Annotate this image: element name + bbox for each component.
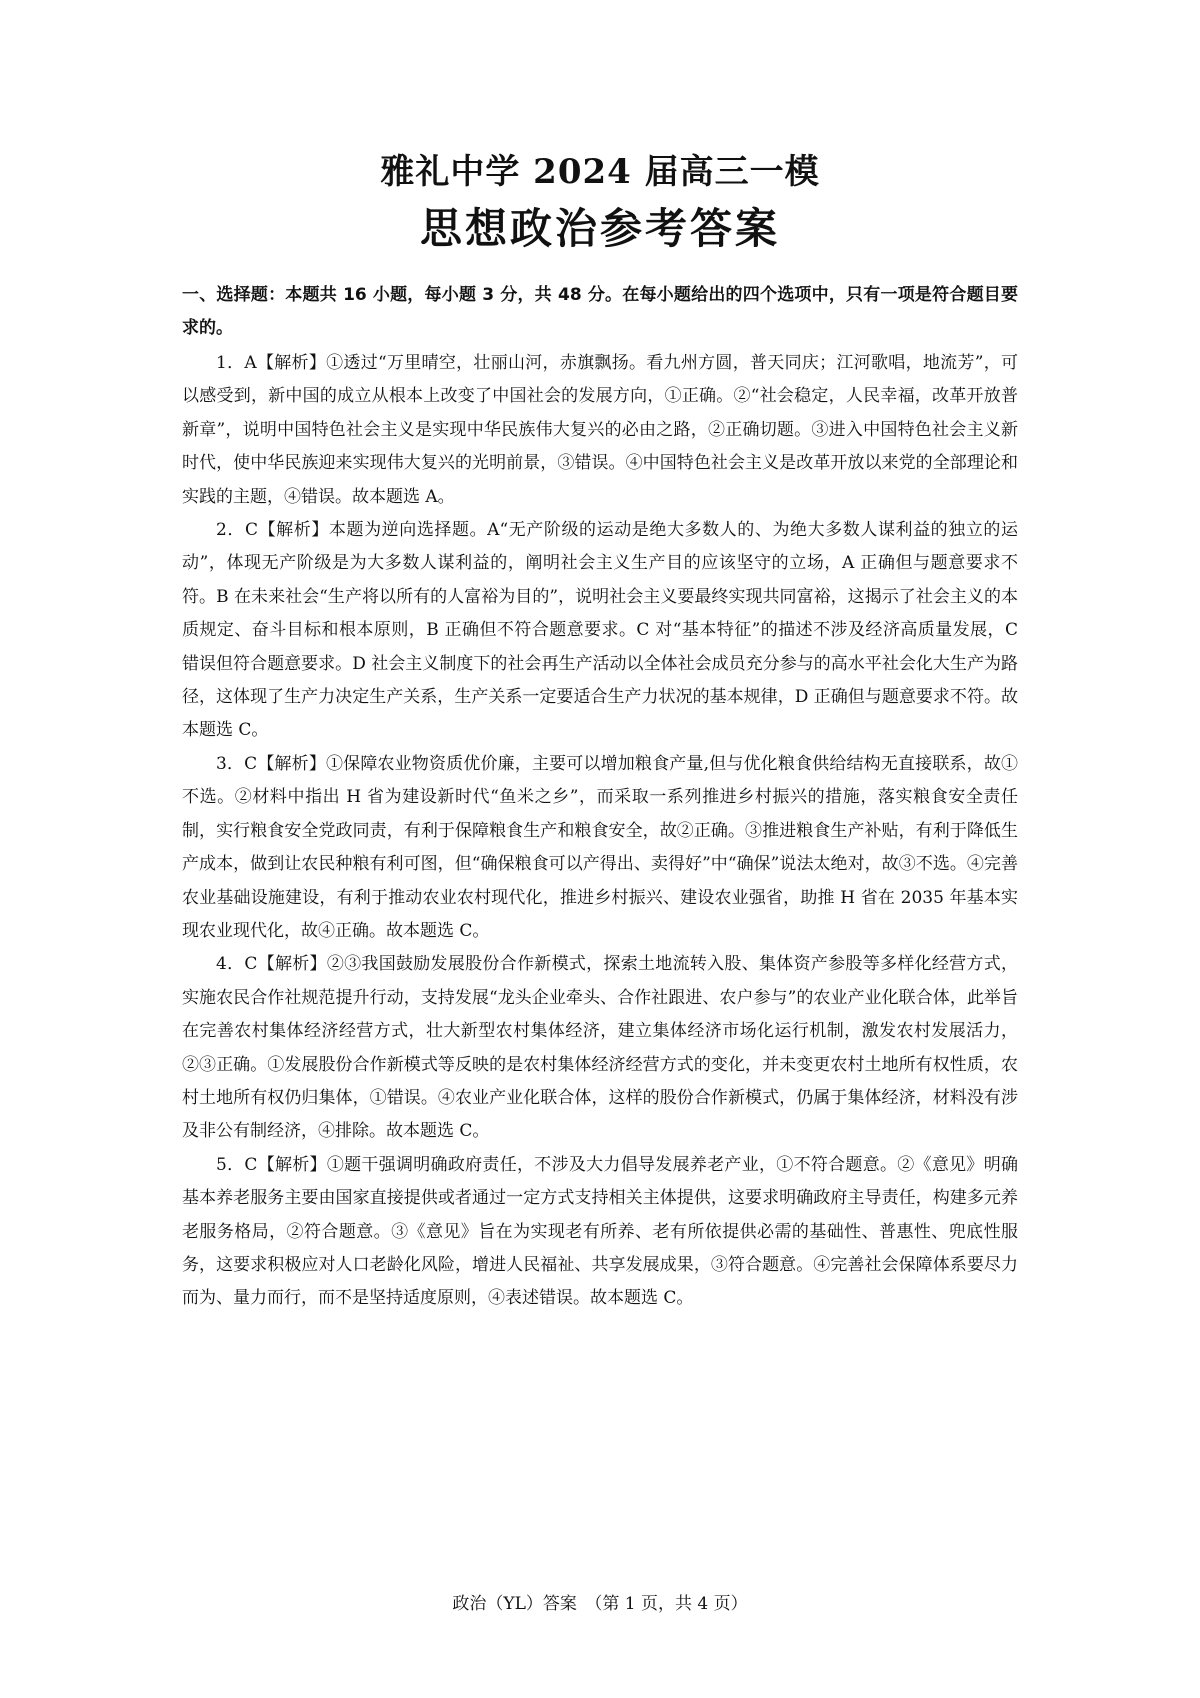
answer-item-1 [182, 347, 1018, 514]
analysis-label: 【解析】 [258, 520, 329, 541]
answer-text: ②③我国鼓励发展股份合作新模式，探索土地流转入股、集体资产参股等多样化经营方式，实施农民合作社规范提升行动，支持发展“龙头企业牵头、合作社跟进、农户参与”的农业产业化联合体，此举旨在完善农村集体经济经营方式，壮大新型农村集体经济，建立集体经济市场化运行机制，激发农村发展活力，②③正确。①发展股份合作新模式等反映的是农村集体经济经营方式的变化，并未变更农村土地所有权性质，农村土地所有权仍归集体，①错误。④农业产业化联合体，这样的股份合作新模式，仍属于集体经济，材料没有涉及非公有制经济，④排除。故本题选 C。 [182, 954, 1019, 1142]
school-title: 雅礼中学 2024 届高三一模 [380, 152, 820, 192]
answer-item-5 [182, 1149, 1018, 1316]
answer-number: 1．A [216, 353, 257, 373]
answer-content [182, 279, 1018, 1316]
analysis-label: 【解析】 [257, 1154, 327, 1175]
answer-item-2 [182, 514, 1018, 748]
answer-item-3 [182, 748, 1018, 948]
answer-text: ①题干强调明确政府责任，不涉及大力倡导发展养老产业，①不符合题意。②《意见》明确基本养老服务主要由国家直接提供或者通过一定方式支持相关主体提供，这要求明确政府主导责任，构建多元养老服务格局，②符合题意。③《意见》旨在为实现老有所养、老有所依提供必需的基础性、普惠性、兜底性服务，这要求积极应对人口老龄化风险，增进人民福祉、共享发展成果，③符合题意。④完善社会保障体系要尽力而为、量力而行，而不是坚持适度原则，④表述错误。故本题选 C。 [182, 1154, 1019, 1309]
analysis-label: 【解析】 [256, 353, 327, 373]
page-footer: 政治（YL）答案 （第 1 页，共 4 页） [452, 1594, 748, 1614]
answer-number: 5．C [216, 1154, 258, 1175]
answer-number: 2．C [216, 520, 258, 541]
answer-item-4 [182, 948, 1018, 1148]
subject-title: 思想政治参考答案 [419, 204, 780, 253]
analysis-label: 【解析】 [257, 954, 327, 975]
answer-text: 本题为逆向选择题。A“无产阶级的运动是绝大多数人的、为绝大多数人谋利益的独立的运动”，体现无产阶级是为大多数人谋利益的，阐明社会主义生产目的应该坚守的立场，A 正确但与题意要求不符。B 在未来社会“生产将以所有的人富裕为目的”，说明社会主义要最终实现共同富裕，这揭示了社会主义的本质规定、奋斗目标和根本原则，B 正确但不符合题意要求。C 对“基本特征”的描述不涉及经济高质量发展，C 错误但符合题意要求。D 社会主义制度下的社会再生产活动以全体社会成员充分参与的高水平社会化大生产为路径，这体现了生产力决定生产关系，生产关系一定要适合生产力状况的基本规律，D 正确但与题意要求不符。故本题选 C。 [182, 520, 1019, 741]
answer-text: ①保障农业物资质优价廉，主要可以增加粮食产量,但与优化粮食供给结构无直接联系，故①不选。②材料中指出 H 省为建设新时代“鱼米之乡”，而采取一系列推进乡村振兴的措施，落实粮食安全责任制，实行粮食安全党政同责，有利于保障粮食生产和粮食安全，故②正确。③推进粮食生产补贴，有利于降低生产成本，做到让农民种粮有利可图，但“确保粮食可以产得出、卖得好”中“确保”说法太绝对，故③不选。④完善农业基础设施建设，有利于推动农业农村现代化，推进乡村振兴、建设农业强省，助推 H 省在 2035 年基本实现农业现代化，故④正确。故本题选 C。 [182, 753, 1018, 941]
section-heading: 一、选择题：本题共 16 小题，每小题 3 分，共 48 分。在每小题给出的四个选项中，只有一项是符合题目要求的。 [182, 285, 1018, 338]
answer-number: 4．C [216, 954, 258, 975]
answer-number: 3．C [216, 753, 258, 774]
answer-text: ①透过“万里晴空，壮丽山河，赤旗飘扬。看九州方圆，普天同庆；江河歌唱，地流芳”，可以感受到，新中国的成立从根本上改变了中国社会的发展方向，①正确。②“社会稳定，人民幸福，改革开放普新章”，说明中国特色社会主义是实现中华民族伟大复兴的必由之路，②正确切题。③进入中国特色社会主义新时代，使中华民族迎来实现伟大复兴的光明前景，③错误。④中国特色社会主义是改革开放以来党的全部理论和实践的主题，④错误。故本题选 A。 [182, 353, 1019, 507]
title-block [0, 148, 1200, 258]
analysis-label: 【解析】 [257, 753, 326, 774]
